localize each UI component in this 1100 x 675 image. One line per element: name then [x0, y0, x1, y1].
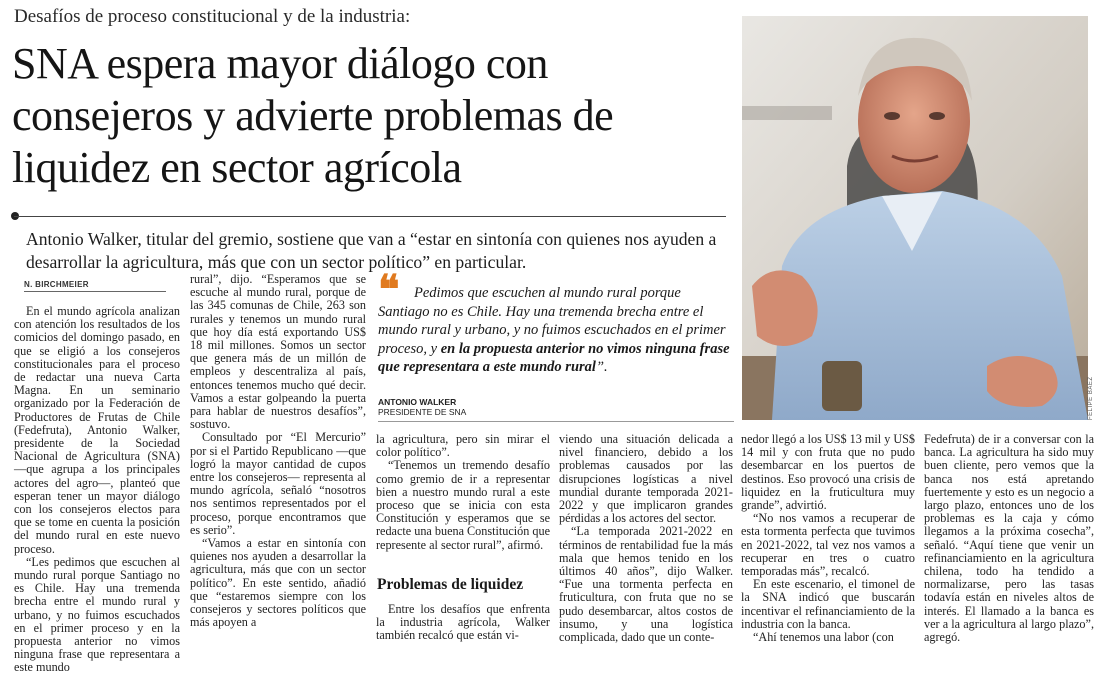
photo-credit: FELIPE BÁEZ — [1088, 376, 1094, 420]
article-kicker: Desafíos de proceso constitucional y de la industria: — [14, 6, 411, 27]
article-lede: Antonio Walker, titular del gremio, sostiene que van a “estar en sintonía con quienes nos ayuden a desarrollar la agricultura, más que con un sector político” en particular. — [26, 229, 717, 272]
article-headline: SNA espera mayor diálogo con consejeros y advierte problemas de liquidez en sector agrícola — [12, 39, 614, 192]
pull-quote-text: Pedimos que escuchen al mundo rural porque Santiago no es Chile. Hay una tremenda brecha entre el mundo rural y urbano, y no fuimos escuchados en el primer proceso, y — [378, 285, 726, 357]
paragraph: “No nos vamos a recuperar de esta tormenta perfecta que tuvimos en 2021-2022, tal vez nos vamos a recuperar en tres o cuatro temporadas más”, recalcó. — [741, 511, 915, 579]
byline: N. BIRCHMEIER — [24, 280, 89, 289]
paragraph: “La temporada 2021-2022 en términos de rentabilidad fue la más mala que hemos tenido en los últimos 40 años”, dijo Walker. “Fue una tormenta perfecta en fruticultura, con fruta que no se pudo desembarcar, altos costos de insumo, y una logística complicada, dado que un conte- — [559, 524, 733, 645]
paragraph: En este escenario, el timonel de la SNA indicó que buscarán incentivar el refinanciamiento de la industria con la banca. — [741, 577, 915, 631]
paragraph: rural”, dijo. “Esperamos que se escuche al mundo rural, porque de las 345 comunas de Chile, 263 son rurales y tenemos un mundo rural que hoy día está exportando US$ 18 mil millones. Somos un sector que genera más de un millón de empleos y descentraliza al país, entonces tenemos mucho qué decir. Vamos a estar golpeando la puerta para hablar de nuestros desafíos”, sostuvo. — [190, 272, 366, 432]
body-column-3-continued — [376, 603, 550, 643]
body-column-5 — [741, 433, 915, 644]
paragraph: “Tenemos un tremendo desafío como gremio de ir a representar bien a nuestro mundo rural a este proceso que se inicia con esta Constitución y esperamos que se redacte una buena Constitución que represente al sector rural”, afirmó. — [376, 458, 550, 552]
paragraph: “Les pedimos que escuchen al mundo rural porque Santiago no es Chile. Hay una tremenda brecha entre el mundo rural y urbano, y no fuimos escuchados en el primer proceso y en la propuesta anterior no vimos ninguna frase que representara a este mundo — [14, 554, 180, 675]
body-column-3 — [376, 433, 550, 552]
pull-quote-end: ”. — [595, 359, 608, 375]
pull-quote-attribution — [378, 397, 466, 417]
body-column-4 — [559, 433, 733, 644]
paragraph: viendo una situación delicada a nivel financiero, debido a los problemas causados por las disrupciones logísticas a nivel mundial durante temporada 2021-2022 y que implicaron grandes pérdidas a los actores del sector. — [559, 432, 733, 526]
paragraph: Consultado por “El Mercurio” por si el Partido Republicano —que logró la mayor cantidad de cupos entre los consejeros— representa al mundo agrícola, señaló “nosotros nos sentimos representados por el proceso, porque encontramos que es serio”. — [190, 430, 366, 537]
paragraph: Entre los desafíos que enfrenta la industria agrícola, Walker también recalcó que están vi- — [376, 602, 550, 643]
pull-quote-divider — [378, 421, 734, 422]
paragraph: En el mundo agrícola analizan con atención los resultados de los comicios del domingo pasado, en que se eligió a los consejeros constitucionales para el proceso de redactar una nueva Carta Magna. En un seminario organizado por la Federación de Productores de Frutas de Chile (Fedefruta), Antonio Walker, presidente de la Sociedad Nacional de Agricultura (SNA) —que agrupa a los principales actores del agro—, planteó que esperan tener un mayor diálogo con los consejeros electos para que se tome en cuenta la posición del mundo rural en este nuevo proceso. — [14, 304, 180, 556]
headline-divider — [14, 216, 726, 217]
quote-mark-icon: ❝ — [378, 267, 400, 312]
section-subhead: Problemas de liquidez — [377, 576, 524, 593]
portrait-photo — [742, 16, 1088, 420]
quote-author-name: ANTONIO WALKER — [378, 397, 457, 407]
body-column-6 — [924, 433, 1094, 644]
byline-divider — [24, 291, 166, 292]
paragraph: la agricultura, pero sin mirar el color político”. — [376, 432, 550, 460]
pull-quote — [378, 284, 736, 377]
paragraph: “Vamos a estar en sintonía con quienes nos ayuden a desarrollar la agricultura, más que con un sector político”. En este sentido, añadió que “estaremos siempre con los consejeros y sectores políticos que más apoyen a — [190, 536, 366, 630]
paragraph: nedor llegó a los US$ 13 mil y US$ 14 mil y con fruta que no pudo desembarcar en los puertos de destinos. Eso provocó una crisis de liquidez en la fruticultura muy grande”, advirtió. — [741, 432, 916, 513]
quote-author-title: PRESIDENTE DE SNA — [378, 407, 467, 417]
pull-quote-emphasis: en la propuesta anterior no vimos ninguna frase que representara a este mundo rural — [378, 340, 730, 375]
paragraph: “Ahí tenemos una labor (con — [753, 630, 894, 645]
paragraph: Fedefruta) de ir a conversar con la banca. La agricultura ha sido muy buen cliente, pero vemos que la banca nos está apretando fuertemente y esto es un negocio a largo plazo, entonces uno de los problemas es la caja y cómo llegamos a la próxima cosecha”, señaló. “Aquí tiene que venir un refinanciamiento en la agricultura chilena, todo ha tendido a normalizarse, pero las tasas todavía están en niveles altos de interés. El llamado a la banca es ver a la agricultura al largo plazo”, agregó. — [924, 432, 1094, 645]
body-column-2 — [190, 273, 366, 629]
body-column-1 — [14, 305, 180, 675]
portrait-photo-icon — [742, 16, 1088, 420]
